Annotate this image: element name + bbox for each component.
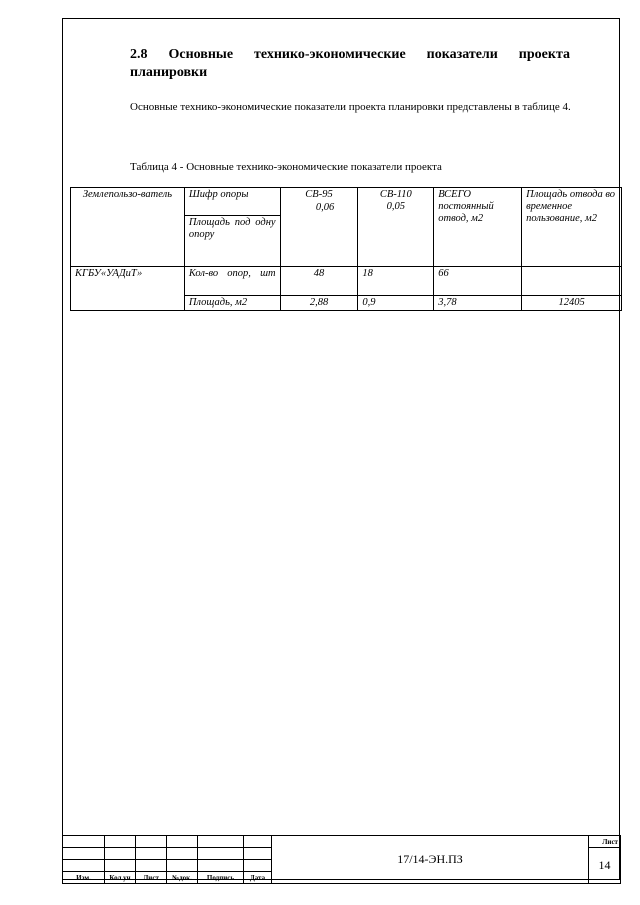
document-code: 17/14-ЭН.ПЗ	[272, 836, 589, 884]
temp-area-header: Площадь отвода во временное пользование, м2	[522, 188, 622, 267]
stamp-ndok: №док.	[167, 872, 198, 884]
area-total-cell: 3,78	[434, 296, 522, 311]
support-code-header: Шифр опоры	[184, 188, 280, 216]
area-temp-cell: 12405	[522, 296, 622, 311]
sv95-header: СВ-95	[280, 188, 358, 267]
heading-line-1: 2.8 Основные технико-экономические показатели проекта	[130, 47, 570, 62]
stamp-data: Дата	[244, 872, 272, 884]
title-block	[62, 835, 621, 884]
land-user-cell: КГБУ«УАДиТ»	[71, 267, 185, 311]
count-sv110-cell: 18	[358, 267, 434, 296]
total-header: ВСЕГО постоянный отвод, м2	[434, 188, 522, 267]
count-temp-cell	[522, 267, 622, 296]
sv110-label: СВ-110	[379, 189, 412, 200]
area-per-support-header: Площадь под одну опору	[184, 216, 280, 267]
stamp-podpis: Подпись	[198, 872, 244, 884]
area-sv95-cell: 2,88	[280, 296, 358, 311]
count-label-cell: Кол-во опор, шт	[184, 267, 280, 296]
sv95-area: 0,06	[315, 202, 335, 213]
area-sv110-cell: 0,9	[358, 296, 434, 311]
stamp-list: Лист	[136, 872, 167, 884]
table-row	[71, 267, 622, 296]
page-frame	[62, 18, 620, 880]
sheet-number: 14	[589, 848, 621, 884]
heading-line-2: планировки	[130, 65, 208, 80]
count-total-cell: 66	[434, 267, 522, 296]
table-caption: Таблица 4 - Основные технико-экономические показатели проекта	[130, 161, 442, 173]
area-label-cell: Площадь, м2	[184, 296, 280, 311]
sv110-area: 0,05	[386, 201, 405, 212]
count-sv95-cell: 48	[280, 267, 358, 296]
sheet-label: Лист	[589, 836, 621, 848]
section-heading	[130, 46, 570, 82]
sv110-header	[358, 188, 434, 267]
stamp-izm: Изм.	[63, 872, 105, 884]
land-user-header: Землепользо-ватель	[71, 188, 185, 267]
intro-paragraph: Основные технико-экономические показатели проекта планировки представлены в таблице 4.	[130, 101, 571, 113]
stamp-koluch: Кол.уч	[105, 872, 136, 884]
